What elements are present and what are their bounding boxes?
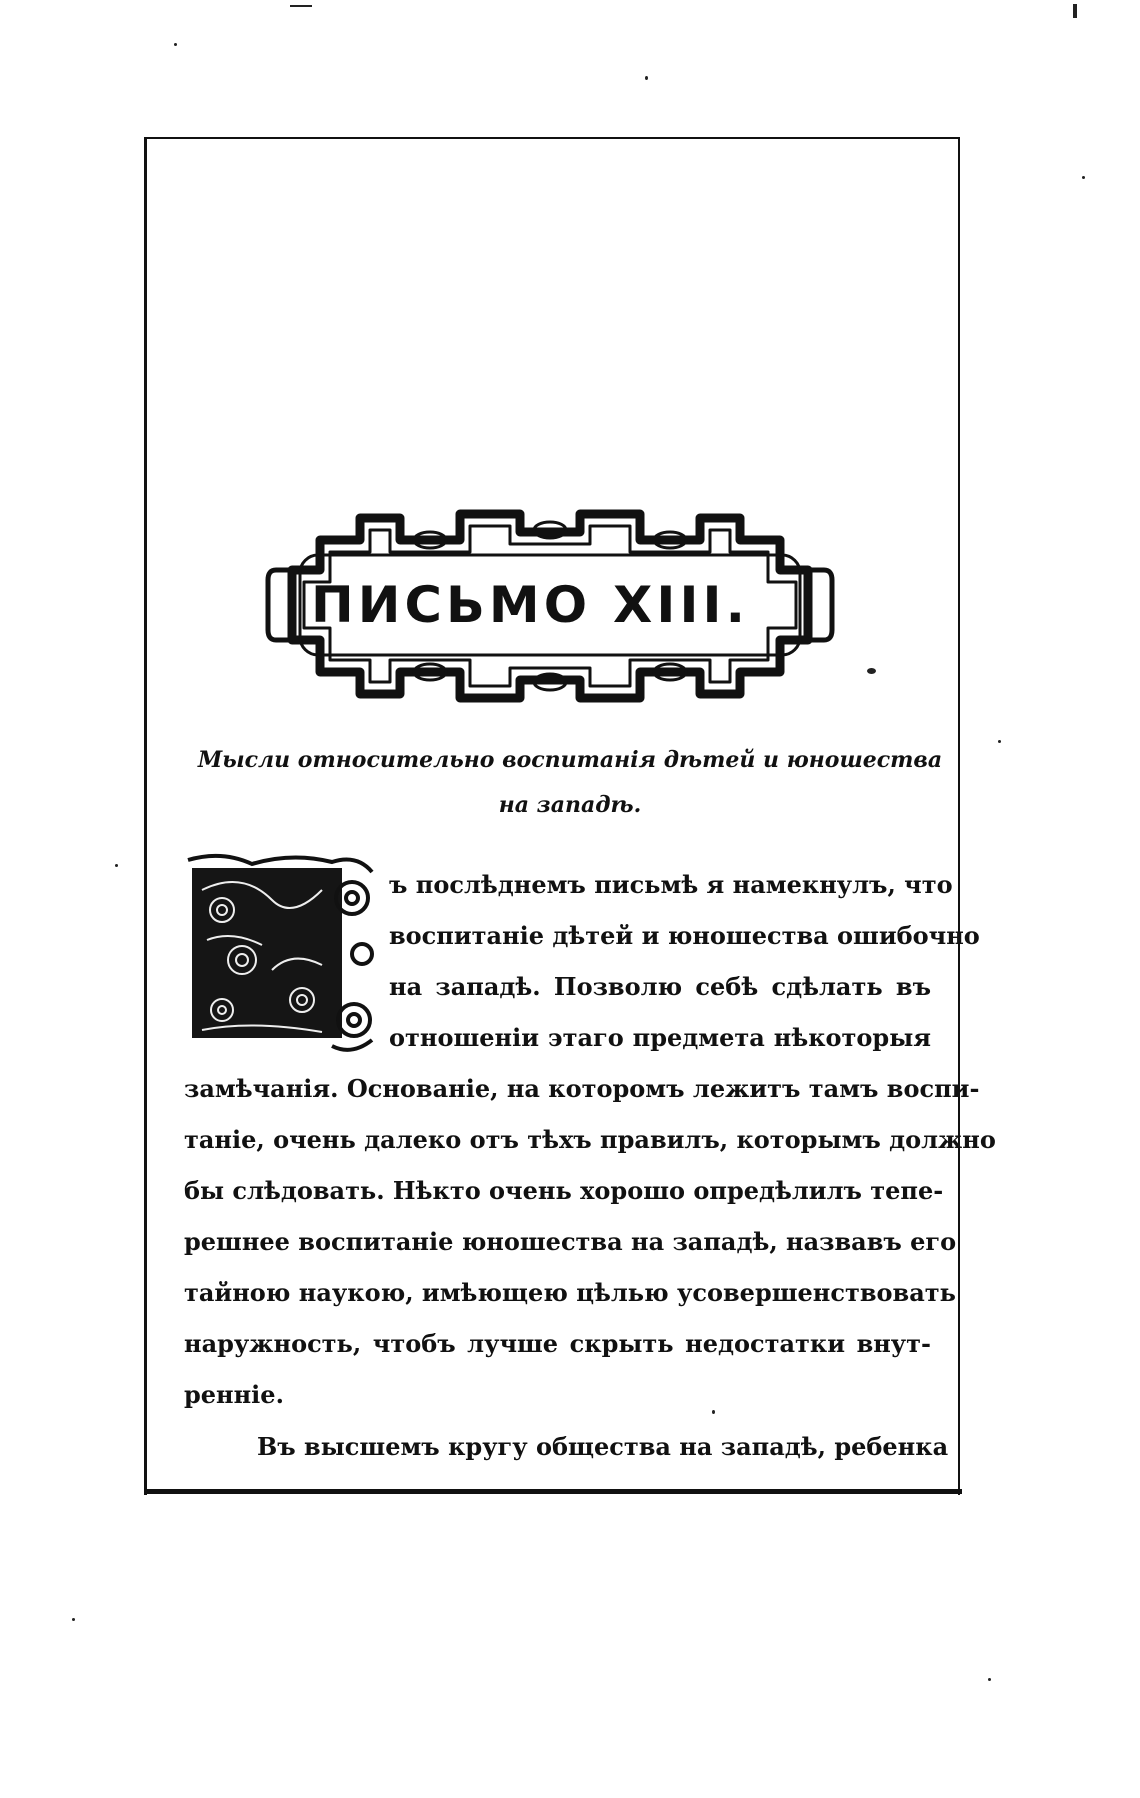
scan-speck xyxy=(72,1618,75,1621)
body-text-line: воспитаніе дѣтей и юношества ошибочно xyxy=(389,921,980,950)
chapter-subtitle-line-2: на западѣ. xyxy=(498,792,642,818)
body-text-line: замѣчанія. Основаніе, на которомъ лежитъ тамъ воспи- xyxy=(184,1074,980,1103)
body-text-line: наружность, чтобъ лучше скрыть недостатки внут- xyxy=(184,1329,931,1358)
body-text-line: тайною наукою, имѣющею цѣлью усовершенствовать xyxy=(184,1278,956,1307)
chapter-subtitle-line-1: Мысли относительно воспитанія дѣтей и юношества xyxy=(197,747,943,773)
body-text-line: Въ высшемъ кругу общества на западѣ, ребенка xyxy=(257,1432,949,1461)
body-text-line: на западѣ. Позволю себѣ сдѣлать въ xyxy=(389,972,931,1001)
scan-speck xyxy=(645,76,648,80)
scan-speck xyxy=(988,1678,991,1681)
body-text-line: бы слѣдовать. Нѣкто очень хорошо опредѣлилъ тепе- xyxy=(184,1176,944,1205)
body-text-line: реннiе. xyxy=(184,1380,284,1409)
scan-speck xyxy=(998,740,1001,743)
scan-speck xyxy=(174,43,177,46)
body-text-line: отношеніи этаго предмета нѣкоторыя xyxy=(389,1023,931,1052)
scan-speck xyxy=(1082,176,1085,179)
page-frame-bottom-rule xyxy=(144,1489,962,1494)
scan-speck xyxy=(115,864,118,867)
scan-speck xyxy=(1073,4,1077,18)
decorated-dropcap xyxy=(182,850,378,1056)
scan-speck xyxy=(290,5,312,7)
body-text-line: ъ послѣднемъ письмѣ я намекнулъ, что xyxy=(389,870,953,899)
body-text-line: таніе, очень далеко отъ тѣхъ правилъ, которымъ должно xyxy=(184,1125,996,1154)
chapter-heading: ПИСЬМО XIII. xyxy=(310,576,750,634)
body-text-line: решнее воспитаніе юношества на западѣ, назвавъ его xyxy=(184,1227,957,1256)
